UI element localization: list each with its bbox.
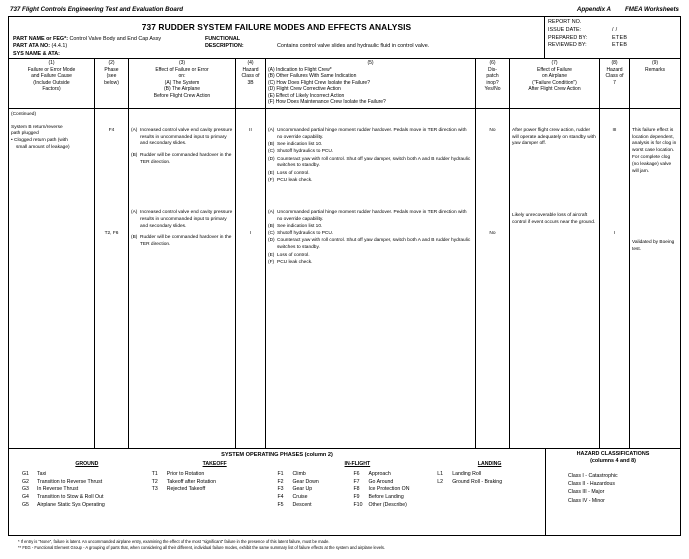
column-number-4: (4) [247,59,254,66]
part-ata-label: PART ATA NO: [13,43,51,50]
description-value: Contains control valve slides and hydraulic fluid in control valve. [277,43,430,50]
phase-text: Approach [368,470,391,477]
table-row-1-hazard-3b: II [249,127,252,133]
phase-key: F3 [277,486,284,493]
column-title-5-line5: (E) Effect of Likely Incorrect Action [268,92,345,99]
list-item [354,471,430,479]
inflight-left [278,471,354,510]
list-item [278,479,354,487]
phase-text: Airplane Static Sys Operating [37,501,105,508]
part-name-label: PART NAME or FEG*: [13,36,69,42]
item-text: See indication list 10. [277,223,323,229]
running-head-right [577,6,679,13]
column-title-5-line6: (F) How Does Maintenance Crew Isolate the Failure? [268,99,386,106]
phase-key: G4 [22,494,29,501]
phase-key: G2 [22,478,29,485]
item-marker: (F) [268,259,275,265]
phase-text: Gear Down [292,478,319,485]
table-row-2-hazard-7: I [613,230,616,236]
sys-name-label: SYS NAME & ATA: [13,50,60,57]
phase-text: Cruise [292,494,308,501]
page-title: 737 RUDDER SYSTEM FAILURE MODES AND EFFECTS ANALYSIS [141,22,412,32]
item-text: Rudder will be commanded hardover in the TER direction. [140,235,232,248]
prepared-by-value: ETEB [612,34,628,41]
item-marker: (A) [131,210,138,216]
column-title-6 [478,67,507,93]
column-title-3-line5: Before Flight Crew Action [153,92,211,99]
meta-spacer-b [205,51,277,58]
table-row-1-phase: F4 [108,127,115,133]
column-title-2-line2: (see [106,73,117,80]
phase-text: Ground Roll - Braking [452,478,503,485]
cell-effect-before-action-column [129,109,236,448]
column-title-7 [512,67,597,93]
issue-date-label: ISSUE DATE: [548,26,582,33]
part-name-cell [9,36,205,43]
phase-text: Go Around [368,478,394,485]
inflight-split [278,471,438,510]
functional-label: FUNCTIONAL [205,36,241,42]
item-text: See indication list 10. [277,141,323,147]
table-row-1-failure-mode [11,112,92,152]
table-row-1-dispatch: No [489,127,496,133]
title-block-left [9,17,544,58]
phase-text: Landing Roll [452,470,482,477]
list-item [268,260,473,267]
prepared-by-line [548,35,680,43]
report-no-line [548,19,680,27]
meta-row-3 [9,51,544,58]
phase-text: Taxi [37,470,47,477]
column-title-3-line3: (A) The System [164,79,200,86]
phase-text: In Reverse Thrust [37,486,79,493]
list-item [268,210,473,224]
phase-group-ground-head: GROUND [75,461,99,467]
failure-mode-line1: System B return/reverse [11,124,63,130]
column-title-5 [268,67,473,106]
item-marker: (C) [268,231,275,237]
item-text: Shutoff hydraulics to PCU. [277,231,334,237]
table-row-2-effect-before [131,182,233,248]
cell-failure-mode-column [9,109,95,448]
appendix-label: Appendix A [576,6,612,13]
inflight-right [354,471,430,510]
list-item [268,231,473,238]
appendix-title: FMEA Worksheets [625,6,679,13]
running-head [8,6,681,16]
cell-effect-after-action-column [510,109,600,448]
item-marker: (D) [268,238,275,244]
phase-key: G5 [22,501,29,508]
list-item [22,479,152,487]
list-item [22,502,152,510]
worksheet-body [9,109,680,448]
report-block [544,17,680,58]
item-text: Counteract yaw with roll control. Shut off yaw damper, switch both A and B rudder hydraulic switches to standby. [277,156,471,169]
list-item [131,235,233,249]
column-title-8-line3: 7 [613,79,616,86]
column-number-7: (7) [551,59,558,66]
list-item [22,471,152,479]
hazard-title-line1: HAZARD CLASSIFICATIONS [576,451,650,457]
column-number-3: (3) [178,59,186,66]
meta-row-1 [9,36,544,43]
table-row-1-indication [268,112,473,185]
meta-spacer-c [277,51,544,58]
column-title-8 [602,67,627,87]
phase-group-landing-head: LANDING [477,461,502,467]
column-header-7 [510,59,600,108]
phase-key: F1 [277,470,284,477]
item-marker: (B) [131,235,138,241]
legend-area [9,448,680,535]
column-title-6-line3: inop? [486,79,499,86]
list-item [354,494,430,502]
column-header-2 [95,59,129,108]
running-head-left: 737 Flight Controls Engineering Test and Evaluation Board [10,6,184,13]
phase-key: T2 [151,478,158,485]
part-ata-value: (4.4.1) [51,43,68,50]
list-item [152,486,278,494]
column-title-1-line4: Factors) [42,86,61,93]
table-row-1-hazard-7: III [612,127,617,133]
list-item [437,479,542,487]
list-item [131,128,233,148]
item-marker: (E) [268,170,275,176]
phase-key: T3 [151,486,158,493]
column-title-8-line2: Class of [605,73,624,80]
column-title-2-line1: Phase [104,66,119,73]
item-marker: (B) [268,223,275,229]
list-item [354,502,430,510]
column-number-1: (1) [48,59,55,66]
column-title-4-line1: Hazard [242,66,259,73]
column-title-7-line1: Effect of Failure [537,66,572,73]
column-header-8 [600,59,630,108]
phase-key: L2 [437,478,443,485]
hazard-title-line2: (columns 4 and 8) [590,458,636,465]
table-row-1-remarks: This failure effect is location dependent, analysis is for clog in worst case location. For complete clog (no leakage) valve will jam. [632,127,677,174]
phase-key: F4 [277,494,284,501]
failure-mode-line3: • Clogged return path (with [11,138,68,144]
phase-group-inflight-head: IN-FLIGHT [344,461,371,467]
cell-hazard-class-3b-column [236,109,266,448]
phase-group-takeoff-head: TAKEOFF [202,461,227,467]
phase-key: F2 [277,478,284,485]
reviewed-by-label: REVIEWED BY: [548,42,587,49]
phase-key: G1 [22,470,29,477]
phase-columns [12,461,542,510]
phase-key: F8 [353,486,360,493]
list-item [354,486,430,494]
table-row-2-dispatch: No [489,230,496,236]
table-row-2-hazard-3b: I [249,230,252,236]
list-item [152,471,278,479]
column-number-2: (2) [108,59,115,66]
list-item [22,494,152,502]
footnote-2: ** FEG - Functional Element Group - A grouping of parts that, when considering all their different, individual failure modes, exhibit the same summary list of failure effects at the system and airplane levels. [18,544,386,550]
phase-text: Rejected Takeoff [166,486,206,493]
column-header-5 [266,59,476,108]
column-title-4-line2: Class of [241,73,260,80]
hazard-title [550,451,676,472]
hazard-list [550,472,676,505]
list-item [278,502,354,510]
issue-date-line [548,27,680,35]
part-name-value: Control Valve Body and End Cap Assy [69,36,162,42]
column-title-1-line1: Failure or Error Mode [27,66,76,73]
phase-text: Ice Protection ON [368,486,410,493]
table-row-2-remarks: Validated by Boeing test. [632,240,675,253]
list-item [268,224,473,231]
footnote-1: * If entry is "None", failure is latent. An uncommanded airplane entry, examining the effect of the most "significant" failure in the presence of this latent failure, must be made. [18,539,330,544]
column-title-7-line2: on Airplane [541,73,568,80]
meta-row-2 [9,43,544,50]
list-item [268,149,473,156]
list-item [268,157,473,171]
part-ata-cell [9,43,205,50]
list-item [354,479,430,487]
column-title-5-line2: (B) Other Failures With Same Indication [268,73,357,80]
item-text: Loss of control. [277,252,310,258]
column-title-9-line1: Remarks [644,66,665,73]
column-title-3 [131,67,233,100]
column-number-8: (8) [611,59,618,66]
phase-text: Transition to Stow & Roll Out [37,494,104,501]
column-title-5-line3: (C) How Does Flight Crew Isolate the Failure? [268,79,370,86]
prepared-by-label: PREPARED BY: [548,34,588,41]
phase-group-ground [12,461,152,510]
phase-group-inflight [278,461,438,510]
column-title-6-line4: Yes/No [484,86,501,93]
list-item [268,238,473,252]
item-text: Increased control valve end cavity pressure results in uncommanded input to primary and secondary slides. [140,127,233,147]
column-title-1 [11,67,92,93]
item-marker: (B) [131,152,138,158]
phase-text: Other (Describe) [368,501,407,508]
list-item [131,210,233,230]
column-title-9 [632,67,678,74]
column-number-9: (9) [651,59,659,66]
item-marker: (D) [268,156,275,162]
item-text: Uncommanded partial hinge moment rudder hardover. Pedals move in TER direction with no override capability. [277,209,467,222]
list-item [278,486,354,494]
phase-key: F6 [353,470,360,477]
phase-group-takeoff [152,461,278,510]
column-title-1-line3: (Include Outside [33,79,70,86]
column-title-4-line3: 3B [247,79,254,86]
phase-text: Gear Up [292,486,313,493]
phase-key: F10 [353,501,363,508]
report-no-label: REPORT NO. [548,19,582,25]
phase-key: F7 [353,478,360,485]
cell-hazard-class-7-column [600,109,630,448]
phase-text: Before Landing [368,494,404,501]
item-text: PCU leak check. [277,177,313,183]
phase-key: F5 [277,501,284,508]
item-marker: (A) [268,127,275,133]
description-cell [277,36,544,43]
reviewed-by-value: ETEB [612,42,628,49]
item-marker: (A) [131,127,138,133]
item-marker: (E) [268,252,275,258]
column-title-3-line4: (B) The Airplane [163,86,201,93]
cell-remarks-column [630,109,680,448]
column-title-5-line1: (A) Indication to Flight Crew* [268,66,332,73]
table-row-2-effect-after: Likely unrecoverable loss of aircraft control if event occurs near the ground. [512,213,596,226]
list-item: Class III - Major [568,489,605,496]
column-header-9 [630,59,680,108]
column-title-2 [97,67,126,87]
column-number-5: (5) [367,59,374,66]
list-item [152,479,278,487]
list-item [268,253,473,260]
footnotes [8,536,681,551]
column-title-2-line3: below) [104,79,119,86]
item-text: Counteract yaw with roll control. Shut off yaw damper, switch both A and B rudder hydraulic switches to standby. [277,238,471,251]
list-item [437,471,542,479]
item-marker: (C) [268,149,275,155]
table-row-2-indication [268,201,473,267]
cell-dispatch-inop-column [476,109,510,448]
list-item [22,486,152,494]
table-row-1-effect-after: After power flight crew action, rudder will operate adequately on standby with yaw damper off. [512,127,596,147]
phase-key: L1 [437,470,443,477]
item-marker: (F) [268,177,275,183]
table-row-1-effect-before [131,112,233,166]
column-title-7-line4: After Flight Crew Action [528,86,581,93]
phases-title: SYSTEM OPERATING PHASES (column 2) [221,452,333,458]
item-marker: (A) [268,209,275,215]
item-marker: (B) [268,141,275,147]
phase-text: Transition to Reverse Thrust [37,478,103,485]
phase-text: Prior to Rotation [166,470,205,477]
phase-text: Climb [292,470,306,477]
item-text: Shutoff hydraulics to PCU. [277,149,334,155]
table-row-2-phase: T2, F6 [104,230,119,236]
column-title-6-line1: Dis- [488,66,497,73]
list-item: Class I - Catastrophic [568,472,618,479]
list-item [278,471,354,479]
reviewed-by-line [548,42,680,50]
item-text: Increased control valve end cavity pressure results in uncommanded input to primary and secondary slides. [140,210,233,229]
title-block [9,17,680,59]
column-title-3-line2: on: [178,73,186,80]
hazard-classifications [546,449,680,535]
column-title-1-line2: and Failure Cause [31,73,72,80]
column-number-6: (6) [489,59,496,66]
item-text: Uncommanded partial hinge moment rudder hardover. Pedals move in TER direction with no override capability. [277,127,467,140]
sys-name-cell [9,51,205,58]
phase-key: T1 [151,470,158,477]
item-text: Rudder will be commanded hardover in the TER direction. [140,152,232,165]
continued-marker: (Continued) [11,111,37,117]
list-item [268,178,473,185]
column-header-4 [236,59,266,108]
list-item: Class IV - Minor [568,497,605,504]
description-label: DESCRIPTION: [205,43,244,50]
column-title-3-line1: Effect of Failure or Error [155,66,209,73]
worksheet-frame [8,16,681,536]
failure-mode-line2: path plugged [11,131,39,137]
column-header-6 [476,59,510,108]
phase-text: Descent [292,501,312,508]
failure-mode-line4: small amount of leakage) [16,145,70,151]
list-item [268,128,473,142]
cell-phase-column [95,109,129,448]
item-text: PCU leak check. [277,259,313,265]
column-header-row [9,59,680,109]
cell-indication-column [266,109,476,448]
phase-key: F9 [353,494,360,501]
system-operating-phases [9,449,546,535]
column-title-8-line1: Hazard [606,66,623,73]
column-title-4 [238,67,263,87]
column-title-6-line2: patch [486,73,499,80]
column-header-1 [9,59,95,108]
column-header-3 [129,59,236,108]
column-title-5-line4: (D) Flight Crew Corrective Action [268,86,341,93]
column-title-7-line3: ("Failure Condition") [532,79,577,86]
list-item [131,153,233,167]
phase-key: G3 [22,486,29,493]
phase-text: Takeoff after Rotation [166,478,216,485]
list-item [268,142,473,149]
list-item [278,494,354,502]
item-text: Loss of control. [277,170,310,176]
issue-date-value: / / [612,26,618,33]
list-item: Class II - Hazardous [568,480,615,487]
phase-group-landing [437,461,542,510]
list-item [268,171,473,178]
